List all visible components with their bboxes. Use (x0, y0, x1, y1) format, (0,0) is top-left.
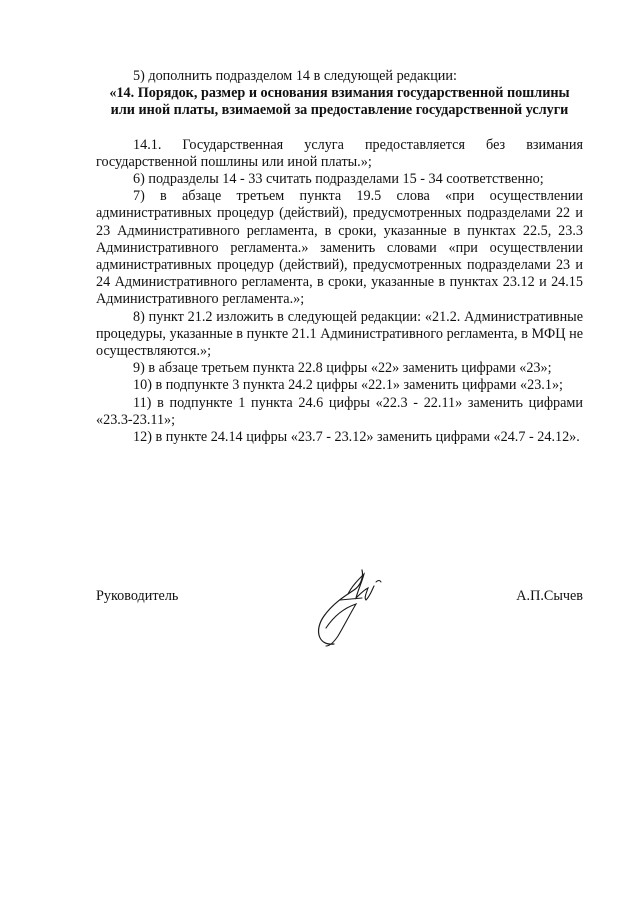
signatory-name: А.П.Сычев (516, 588, 583, 604)
paragraph-item-11: 11) в подпункте 1 пункта 24.6 цифры «22.3 - 22.11» заменить цифрами «23.3-23.11»; (96, 394, 583, 428)
paragraph-item-10: 10) в подпункте 3 пункта 24.2 цифры «22.1» заменить цифрами «23.1»; (133, 377, 563, 394)
paragraph-item-6: 6) подразделы 14 - 33 считать подразделами 15 - 34 соответственно; (133, 171, 544, 188)
paragraph-item-8: 8) пункт 21.2 изложить в следующей редакции: «21.2. Административные процедуры, указанные в пункте 21.1 Административного регламента, в МФЦ не осуществляются.»; (96, 308, 583, 360)
signatory-position: Руководитель (96, 588, 179, 604)
section-heading: «14. Порядок, размер и основания взимания государственной пошлины или иной платы, взимаемой за предоставление государственной услуги (109, 85, 570, 119)
paragraph-item-7: 7) в абзаце третьем пункта 19.5 слова «при осуществлении административных процедур (действий), предусмотренных подразделами 22 и 23 Административного регламента, в сроки, указанные в пунктах 22.5, 23.3 Административного регламента.» заменить словами «при осуществлении административных процедур (действий), предусмотренных подразделами 23 и 24 Административного регламента, в сроки, указанные в пунктах 23.12 и 24.15 Административного регламента.»; (96, 188, 583, 308)
handwritten-signature-icon (304, 564, 394, 654)
intro-line: 5) дополнить подразделом 14 в следующей редакции: (133, 68, 457, 84)
paragraph-14-1: 14.1. Государственная услуга предоставляется без взимания государственной пошлины или иной платы.»; (96, 136, 583, 170)
spacer (96, 120, 583, 137)
paragraph-item-12: 12) в пункте 24.14 цифры «23.7 - 23.12» заменить цифрами «24.7 - 24.12». (133, 429, 580, 446)
paragraph-item-9: 9) в абзаце третьем пункта 22.8 цифры «22» заменить цифрами «23»; (133, 360, 552, 377)
document-body (96, 68, 583, 446)
signature-block (96, 588, 583, 668)
